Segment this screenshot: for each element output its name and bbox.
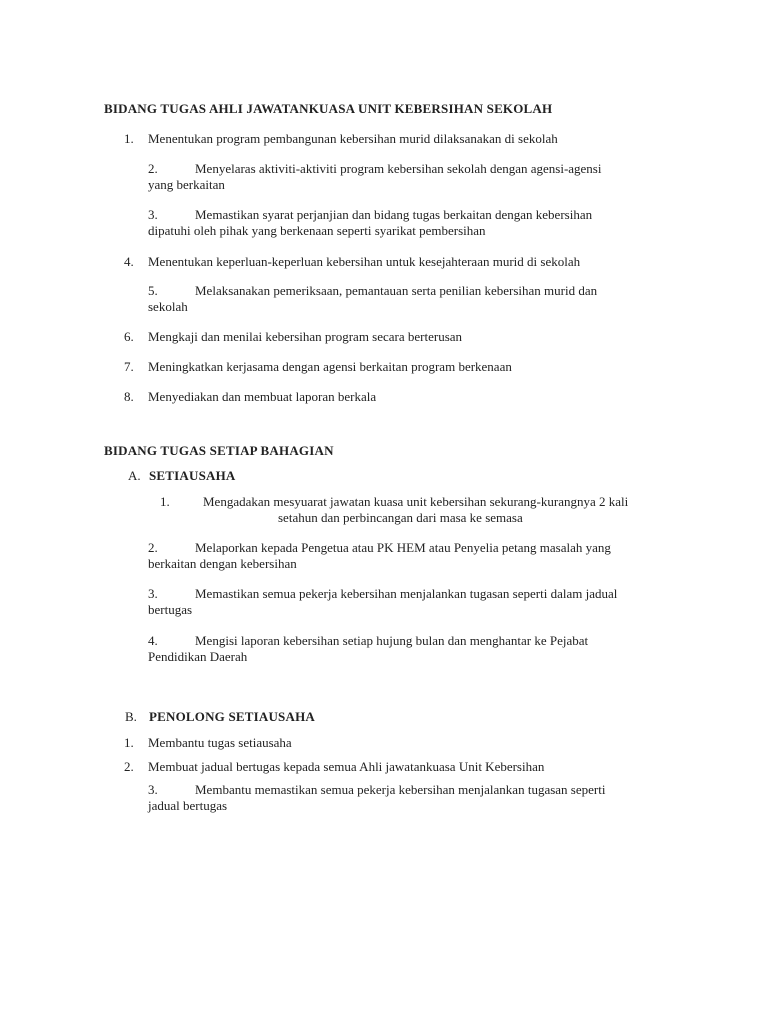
- item-number: 6.: [124, 329, 134, 344]
- part-title: SETIAUSAHA: [149, 468, 236, 483]
- item-number: 3.: [148, 782, 158, 797]
- item-text: Meningkatkan kerjasama dengan agensi berkaitan program berkenaan: [148, 359, 512, 374]
- item-text: Menentukan program pembangunan kebersihan murid dilaksanakan di sekolah: [148, 131, 558, 146]
- item-number: 2.: [124, 759, 134, 774]
- item-number: 1.: [124, 735, 134, 750]
- item-text: Melaksanakan pemeriksaan, pemantauan serta penilian kebersihan murid dan: [195, 283, 598, 298]
- item-text: Memastikan semua pekerja kebersihan menjalankan tugasan seperti dalam jadual: [195, 586, 618, 601]
- section-title-main: BIDANG TUGAS AHLI JAWATANKUASA UNIT KEBERSIHAN SEKOLAH: [104, 101, 553, 116]
- item-text: Mengkaji dan menilai kebersihan program secara berterusan: [148, 329, 463, 344]
- item-number: 1.: [124, 131, 134, 146]
- item-text: Menyelaras aktiviti-aktiviti program kebersihan sekolah dengan agensi-agensi: [195, 161, 602, 176]
- item-text-continued: yang berkaitan: [148, 177, 225, 192]
- item-number: 4.: [124, 254, 134, 269]
- item-text-continued: berkaitan dengan kebersihan: [148, 556, 297, 571]
- item-text-continued: bertugas: [148, 602, 193, 617]
- item-number: 2.: [148, 161, 158, 176]
- item-number: 1.: [160, 494, 170, 509]
- item-number: 3.: [148, 586, 158, 601]
- item-text: Membantu tugas setiausaha: [148, 735, 292, 750]
- part-letter: A.: [128, 468, 141, 483]
- item-text-continued: jadual bertugas: [148, 798, 228, 813]
- item-number: 8.: [124, 389, 134, 404]
- item-text-continued: Pendidikan Daerah: [148, 649, 248, 664]
- item-text: Menentukan keperluan-keperluan kebersihan untuk kesejahteraan murid di sekolah: [148, 254, 581, 269]
- item-text-continued: sekolah: [148, 299, 188, 314]
- item-text: Membuat jadual bertugas kepada semua Ahli jawatankuasa Unit Kebersihan: [148, 759, 545, 774]
- item-text: Mengadakan mesyuarat jawatan kuasa unit kebersihan sekurang-kurangnya 2 kali: [203, 494, 629, 509]
- item-text: Mengisi laporan kebersihan setiap hujung bulan dan menghantar ke Pejabat: [195, 633, 589, 648]
- item-text: Memastikan syarat perjanjian dan bidang tugas berkaitan dengan kebersihan: [195, 207, 593, 222]
- item-number: 5.: [148, 283, 158, 298]
- item-text: Membantu memastikan semua pekerja kebersihan menjalankan tugasan seperti: [195, 782, 606, 797]
- item-number: 2.: [148, 540, 158, 555]
- item-text-continued: setahun dan perbincangan dari masa ke semasa: [278, 510, 523, 525]
- item-number: 7.: [124, 359, 134, 374]
- section-title-roles: BIDANG TUGAS SETIAP BAHAGIAN: [104, 443, 334, 458]
- item-number: 3.: [148, 207, 158, 222]
- item-text: Menyediakan dan membuat laporan berkala: [148, 389, 377, 404]
- part-title: PENOLONG SETIAUSAHA: [149, 709, 315, 724]
- item-text: Melaporkan kepada Pengetua atau PK HEM atau Penyelia petang masalah yang: [195, 540, 611, 555]
- part-letter: B.: [125, 709, 137, 724]
- item-number: 4.: [148, 633, 158, 648]
- item-text-continued: dipatuhi oleh pihak yang berkenaan seperti syarikat pembersihan: [148, 223, 486, 238]
